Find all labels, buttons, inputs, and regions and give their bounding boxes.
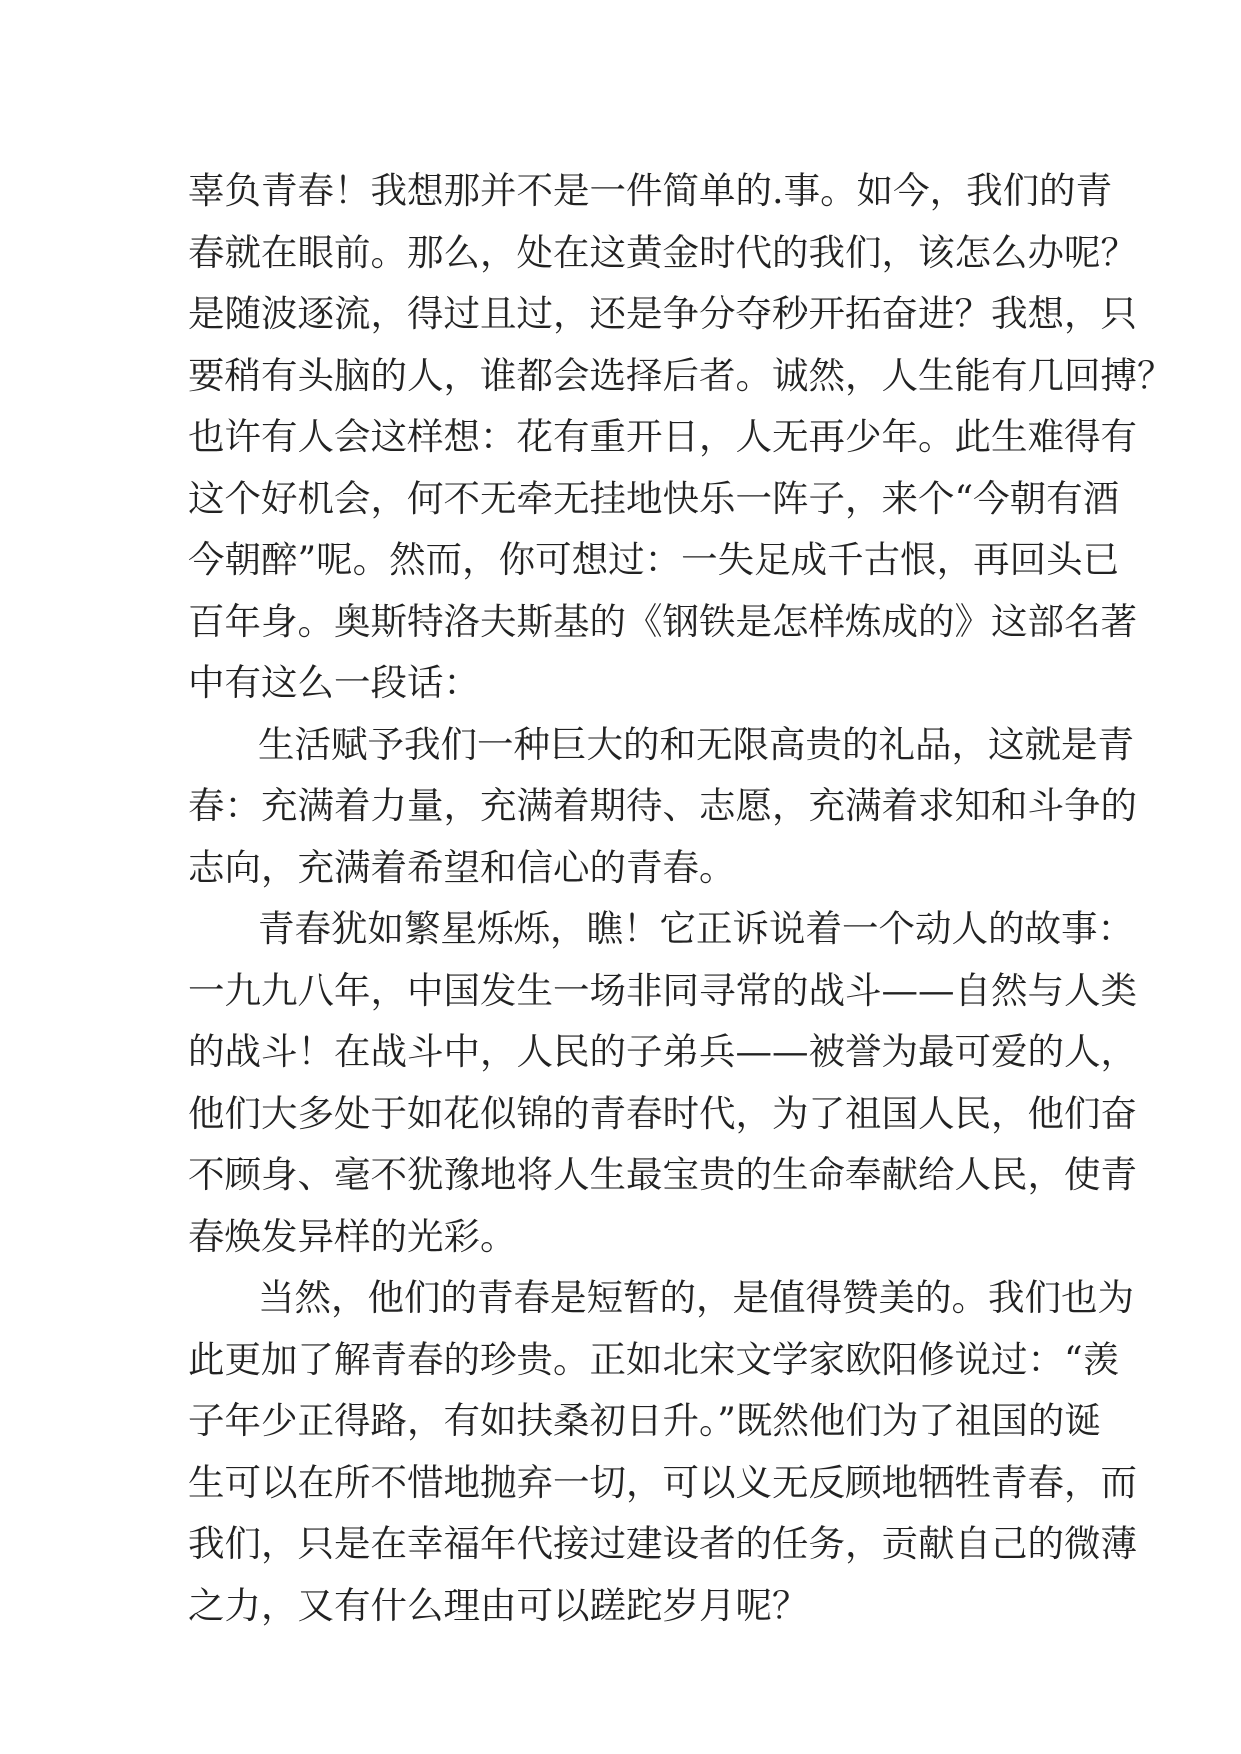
text-line: 此更加了解青春的珍贵。正如北宋文学家欧阳修说过：“羡: [188, 1337, 1120, 1381]
paragraph-start-line: 生活赋予我们一种巨大的和无限高贵的礼品，这就是青: [258, 722, 1134, 766]
text-line: 春焕发异样的光彩。: [188, 1214, 517, 1258]
text-line: 今朝醉”呢。然而，你可想过：一失足成千古恨，再回头已: [188, 538, 1120, 581]
text-line: 辜负青春！我想那并不是一件简单的.事。如今，我们的青: [188, 169, 1113, 212]
text-line: 生可以在所不惜地抛弃一切，可以义无反顾地牺牲青春，而: [188, 1460, 1137, 1504]
text-line: 之力，又有什么理由可以蹉跎岁月呢？: [188, 1583, 809, 1627]
text-line: 是随波逐流，得过且过，还是争分夺秒开拓奋进？我想，只: [188, 292, 1137, 335]
text-line: 这个好机会，何不无牵无挂地快乐一阵子，来个“今朝有酒: [188, 476, 1120, 520]
paragraph-start-line: 青春犹如繁星烁烁，瞧！它正诉说着一个动人的故事：: [258, 907, 1134, 950]
text-line: 子年少正得路，有如扶桑初日升。”既然他们为了祖国的诞: [188, 1399, 1101, 1442]
text-line: 中有这么一段话：: [188, 661, 480, 704]
text-line: 要稍有头脑的人，谁都会选择后者。诚然，人生能有几回搏？: [188, 353, 1174, 397]
text-line: 一九九八年，中国发生一场非同寻常的战斗——自然与人类: [188, 968, 1137, 1012]
text-line: 百年身。奥斯特洛夫斯基的《钢铁是怎样炼成的》这部名著: [188, 599, 1137, 643]
text-line: 春就在眼前。那么，处在这黄金时代的我们，该怎么办呢？: [188, 230, 1137, 274]
text-line: 不顾身、毫不犹豫地将人生最宝贵的生命奉献给人民，使青: [188, 1153, 1137, 1196]
document-body: [188, 160, 1174, 1636]
text-line: 春：充满着力量，充满着期待、志愿，充满着求知和斗争的: [188, 784, 1137, 827]
text-line: 我们，只是在幸福年代接过建设者的任务，贡献自己的微薄: [188, 1522, 1137, 1565]
text-line: 的战斗！在战斗中，人民的子弟兵——被誉为最可爱的人，: [188, 1030, 1137, 1073]
text-line: 也许有人会这样想：花有重开日，人无再少年。此生难得有: [188, 415, 1137, 458]
text-line: 他们大多处于如花似锦的青春时代，为了祖国人民，他们奋: [188, 1091, 1137, 1135]
text-line: 志向，充满着希望和信心的青春。: [188, 845, 736, 889]
paragraph-start-line: 当然，他们的青春是短暂的，是值得赞美的。我们也为: [258, 1276, 1134, 1319]
